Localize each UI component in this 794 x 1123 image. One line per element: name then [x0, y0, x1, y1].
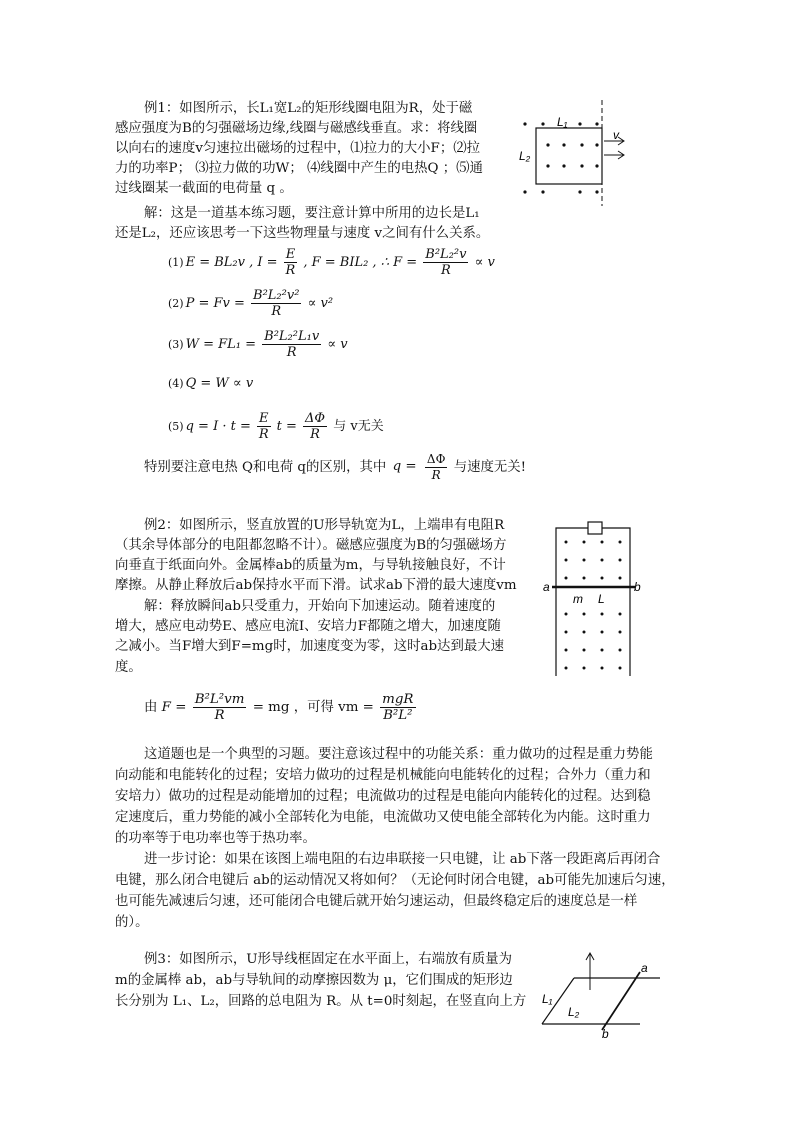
equation-1: (1) E = BL₂v , I = $\frac{E}{R}$ , F = BIL₂ , ∴ F = $\frac{\text{B²L₂²v}}{R}$ ∝ v	[168, 247, 495, 278]
equation-5: (5) q = I · t = $\frac{E}{R}$ t = $\frac{\Delta\Phi}{R}$ 与 v无关	[168, 411, 384, 442]
ex2-line-1: 例2：如图所示，竖直放置的U形导轨宽为L，上端串有电阻R	[144, 518, 505, 533]
field-dot	[583, 559, 586, 562]
ex2-para-4: 定速度后，重力势能的减小全部转化为电能，电流做功又使电能全部转化为内能。这时重力	[115, 810, 651, 825]
fig3-label-b: b	[602, 1027, 609, 1041]
ex2-solution-1: 解：释放瞬间ab只受重力，开始向下加速运动。随着速度的	[144, 599, 496, 614]
field-dot	[601, 649, 604, 652]
equation-2: (2) P = Fv = $\frac{\text{B²L₂²v²}}{R}$ ∝ v²	[168, 288, 334, 319]
field-dot	[619, 631, 622, 634]
ex2-para-1: 这道题也是一个典型的习题。要注意该过程中的功能关系：重力做功的过程是重力势能	[144, 747, 653, 762]
ex2-para-3: 安培力）做功的过程是动能增加的过程；电流做功的过程是电能向内能转化的过程。达到稳	[115, 789, 651, 804]
ex2-solution-2: 增大，感应电动势E、感应电流I、安培力F都随之增大，加速度随	[115, 619, 501, 634]
equation-4: (4) Q = W ∝ v	[168, 376, 254, 391]
field-dot	[565, 559, 568, 562]
field-dot	[601, 613, 604, 616]
field-dot	[583, 613, 586, 616]
ex2-para-2: 向动能和电能转化的过程；安培力做功的过程是机械能向电能转化的过程；合外力（重力和	[115, 768, 651, 783]
field-dot	[619, 667, 622, 670]
field-dot	[601, 667, 604, 670]
field-dot	[565, 667, 568, 670]
fig2-label-l: L	[598, 592, 605, 606]
equation-3: (3) W = FL₁ = $\frac{\text{B²L₂²L₁v}}{R}$ ∝ v	[168, 329, 348, 360]
ex2-equation: 由 F = $\frac{\text{B²L²vm}}{R}$ = mg ，可得 vm = mgR B²L²	[144, 692, 414, 723]
ex1-line-1: 例1：如图所示，长L₁宽L₂的矩形线圈电阻为R，处于磁	[144, 101, 473, 116]
fig3-label-l1: L₁	[542, 992, 553, 1006]
field-dot	[583, 649, 586, 652]
fig2-label-b: b	[634, 580, 641, 594]
fig1-label-v: v	[613, 128, 619, 142]
field-dot	[565, 613, 568, 616]
ex2-solution-4: 度。	[115, 660, 142, 675]
fig1-label-l1: L₁	[557, 115, 568, 129]
fig2-label-m: m	[573, 592, 583, 606]
field-dot	[565, 541, 568, 544]
field-dot	[583, 631, 586, 634]
field-dot	[583, 667, 586, 670]
field-dot	[565, 577, 568, 580]
field-dot	[601, 541, 604, 544]
figure-u-frame-horizontal	[536, 950, 666, 1045]
ex3-line-3: 长分别为 L₁、L₂，回路的总电阻为 R。从 t=0时刻起，在竖直向上方	[115, 994, 527, 1009]
field-dot	[565, 631, 568, 634]
ex1-line-2: 感应强度为B的匀强磁场边缘,线圈与磁感线垂直。求：将线圈	[115, 121, 478, 136]
fig2-label-a: a	[543, 580, 550, 594]
ex2-discuss-1: 进一步讨论：如果在该图上端电阻的右边串联接一只电键，让 ab下落一段距离后再闭合	[144, 852, 661, 867]
ex3-line-2: m的金属棒 ab，ab与导轨间的动摩擦因数为 μ，它们围成的矩形边	[115, 973, 513, 988]
field-dot	[583, 577, 586, 580]
field-dot	[619, 649, 622, 652]
field-dot	[619, 559, 622, 562]
ex3-line-1: 例3：如图所示，U形导线框固定在水平面上，右端放有质量为	[144, 952, 512, 967]
field-dot	[583, 541, 586, 544]
figure-u-rail-vertical	[540, 518, 660, 678]
field-dot	[601, 559, 604, 562]
ex2-discuss-4: 的）。	[115, 915, 149, 930]
ex2-para-5: 的功率等于电功率也等于热功率。	[115, 831, 316, 846]
field-dot	[601, 577, 604, 580]
field-dot	[619, 541, 622, 544]
ex2-discuss-3: 也可能先减速后匀速，还可能闭合电键后就开始匀速运动，但最终稳定后的速度总是一样	[115, 894, 638, 909]
field-dot	[619, 613, 622, 616]
ex2-discuss-2: 电键，那么闭合电键后 ab的运动情况又将如何？（无论何时闭合电键，ab可能先加速后匀速，	[115, 873, 675, 888]
fig1-label-l2: L₂	[519, 149, 531, 163]
field-dot	[565, 649, 568, 652]
ex2-line-2: （其余导体部分的电阻都忽略不计）。磁感应强度为B的匀强磁场方	[115, 538, 507, 553]
ex1-line-4: 力的功率P； ⑶拉力做的功W； ⑷线圈中产生的电热Q ；⑸通	[115, 161, 483, 176]
fig3-label-a: a	[641, 961, 648, 975]
ex1-solution-1: 解：这是一道基本练习题，要注意计算中所用的边长是L₁	[144, 206, 480, 221]
ex1-note: 特别要注意电热 Q和电荷 q的区别，其中 q = $\frac{\Delta\Phi}{R}$ 与速度无关!	[144, 452, 527, 482]
ex1-line-5: 过线圈某一截面的电荷量 q 。	[115, 181, 293, 196]
ex2-line-4: 摩擦。从静止释放后ab保持水平而下滑。试求ab下滑的最大速度vm	[115, 578, 517, 593]
ex1-line-3: 以向右的速度v匀速拉出磁场的过程中，⑴拉力的大小F；⑵拉	[115, 141, 481, 156]
field-dot	[601, 631, 604, 634]
ex1-solution-2: 还是L₂，还应该思考一下这些物理量与速度 v之间有什么关系。	[115, 226, 490, 241]
figure-coil-magnetic-field	[512, 98, 632, 208]
ex2-line-3: 向垂直于纸面向外。金属棒ab的质量为m，与导轨接触良好，不计	[115, 558, 506, 573]
fig3-label-l2: L₂	[568, 1005, 580, 1019]
field-dot	[619, 577, 622, 580]
ex2-solution-3: 之减小。当F增大到F=mg时，加速度变为零，这时ab达到最大速	[115, 639, 504, 654]
